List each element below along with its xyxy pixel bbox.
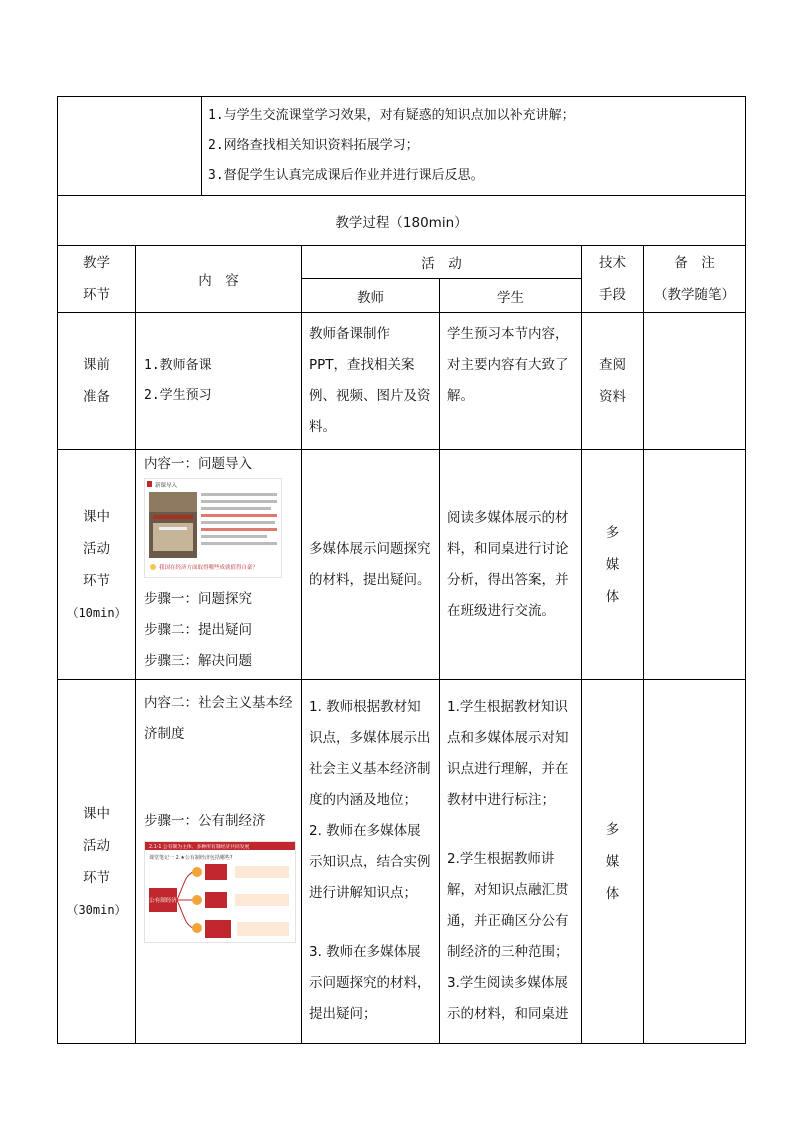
step-line: 步骤二：提出疑问 (144, 622, 252, 638)
slide-thumbnail (144, 478, 282, 578)
header-activity: 活 动 (302, 246, 582, 279)
notes-cell (644, 450, 746, 680)
slide-header: 新课导入 (155, 483, 178, 489)
after-class-item: 2.网络查找相关知识资料拓展学习； (208, 138, 419, 153)
header-stage: 教学 环节 (58, 246, 136, 313)
stage-cell: 课中 活动 环节 （30min） (58, 680, 136, 1044)
student-step: 2.学生根据教师讲解，对知识点融汇贯通，并正确区分公有制经济的三种范围； (447, 851, 569, 960)
in-class-row-2 (58, 680, 746, 1044)
teacher-cell: 多媒体展示问题探究的材料，提出疑问。 (302, 450, 440, 680)
in-class-row-1 (58, 450, 746, 680)
stage-cell: 课中 活动 环节 （10min） (58, 450, 136, 680)
after-class-row (58, 97, 746, 196)
slide-note: 课堂笔记一 2.★公有制经济包括哪些? (149, 855, 233, 861)
header-content: 内 容 (136, 246, 302, 313)
header-teacher: 教师 (302, 279, 440, 313)
after-class-item: 3.督促学生认真完成课后作业并进行课后反思。 (208, 168, 484, 183)
slide-thumbnail (144, 841, 296, 943)
tech-cell: 多 媒 体 (582, 680, 644, 1044)
teacher-cell: 教师备课制作 PPT，查找相关案例、视频、图片及资料。 (302, 313, 440, 450)
slide-question: 我国在经济方面取得哪些成就值得自豪？ (159, 565, 259, 571)
student-step: 1.学生根据教材知识点和多媒体展示对知识点进行理解，并在教材中进行标注； (447, 699, 569, 808)
tech-cell: 多 媒 体 (582, 450, 644, 680)
process-title: 教学过程（180min） (58, 196, 746, 246)
notes-cell (644, 680, 746, 1044)
lesson-plan-table (57, 96, 746, 1044)
header-notes: 备 注 （教学随笔） (644, 246, 746, 313)
header-row-1 (58, 246, 746, 279)
teacher-cell (302, 680, 440, 1044)
after-class-item: 1.与学生交流课堂学习效果，对有疑惑的知识点加以补充讲解； (208, 108, 575, 123)
tech-cell: 查阅 资料 (582, 313, 644, 450)
stage-cell: 课前 准备 (58, 313, 136, 450)
header-tech: 技术 手段 (582, 246, 644, 313)
slide-graphic (145, 842, 295, 942)
content-line: 1.教师备课 (144, 358, 212, 373)
teacher-step: 2. 教师在多媒体展示知识点，结合实例进行讲解知识点； (309, 823, 431, 901)
teacher-step: 3. 教师在多媒体展示问题探究的材料，提出疑问； (309, 944, 431, 1022)
after-class-content-cell (202, 97, 746, 196)
pre-class-row (58, 313, 746, 450)
student-cell (440, 680, 582, 1044)
slide-header: 2.1-1 公有制为主体、多种所有制经济共同发展 (149, 845, 250, 850)
slide-center: 公有制经济 (149, 898, 177, 904)
step-line: 步骤三：解决问题 (144, 653, 252, 669)
process-title-row (58, 196, 746, 246)
step-line: 步骤一：问题探究 (144, 591, 252, 607)
content-cell (136, 680, 302, 1044)
student-step: 3.学生阅读多媒体展示的材料，和同桌进 (447, 975, 569, 1022)
after-class-label-cell (58, 97, 202, 196)
header-student: 学生 (440, 279, 582, 313)
slide-graphic (145, 479, 281, 577)
content-cell (136, 313, 302, 450)
content-cell (136, 450, 302, 680)
notes-cell (644, 313, 746, 450)
student-cell: 阅读多媒体展示的材料，和同桌进行讨论分析，得出答案，并在班级进行交流。 (440, 450, 582, 680)
student-cell: 学生预习本节内容，对主要内容有大致了解。 (440, 313, 582, 450)
step-line: 步骤一：公有制经济 (144, 813, 266, 829)
teacher-step: 1. 教师根据教材知识点，多媒体展示出社会主义基本经济制度的内涵及地位； (309, 699, 431, 808)
content-line: 2.学生预习 (144, 388, 212, 403)
content-title: 内容一：问题导入 (144, 456, 252, 472)
content-title: 内容二：社会主义基本经济制度 (144, 695, 293, 742)
